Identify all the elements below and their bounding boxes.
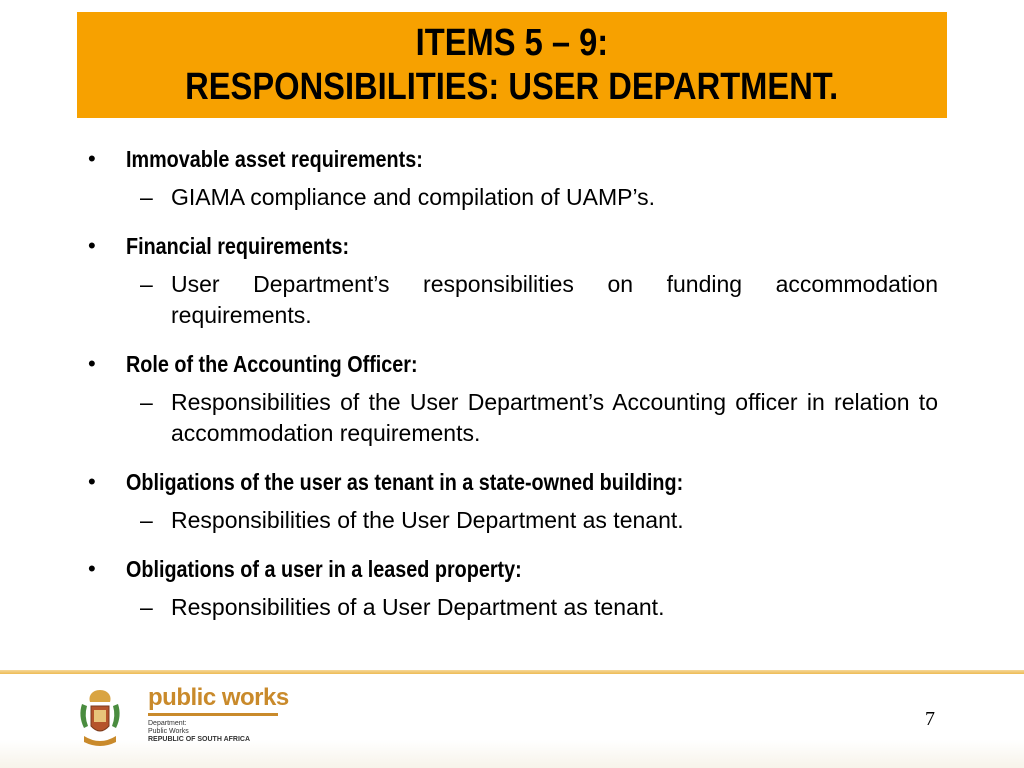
sub-item [88,505,938,536]
page-number: 7 [925,708,935,730]
sub-item-text: GIAMA compliance and compilation of UAMP’s. [171,184,656,210]
logo-line-public-works: Public Works [148,728,189,735]
logo-line-republic: REPUBLIC OF SOUTH AFRICA [148,736,251,743]
dash-icon: – [140,389,153,415]
bullet-heading: Immovable asset requirements: [126,146,423,172]
bullet-icon: • [88,556,96,581]
sub-item-text: Responsibilities of a User Department as tenant. [171,594,665,620]
slide-content [88,136,938,633]
bullet-heading: Obligations of a user in a leased property: [126,556,522,582]
dash-icon: – [140,507,153,533]
sub-item [88,592,938,623]
public-works-logo [148,686,289,744]
bullet-item [88,459,938,505]
slide-title-line-2: RESPONSIBILITIES: USER DEPARTMENT. [185,66,839,108]
sub-item-text: Responsibilities of the User Department as tenant. [171,507,684,533]
sub-item [88,182,938,213]
sub-item [88,269,938,331]
bullet-icon: • [88,233,96,258]
bullet-heading: Financial requirements: [126,233,350,259]
title-bar [77,12,947,118]
coat-of-arms-icon [74,686,126,752]
logo-underline [148,713,278,716]
logo-name: public works [148,684,289,711]
sub-item-text: User Department’s responsibilities on funding accommodation requirements. [171,271,938,328]
dash-icon: – [140,184,153,210]
bullet-icon: • [88,146,96,171]
dash-icon: – [140,594,153,620]
bullet-item [88,223,938,269]
bullet-heading: Role of the Accounting Officer: [126,351,418,377]
bullet-icon: • [88,469,96,494]
slide-title-line-1: ITEMS 5 – 9: [415,22,609,64]
dash-icon: – [140,271,153,297]
sub-item-text: Responsibilities of the User Department’s Accounting officer in relation to accommodation requirements. [171,389,938,446]
sub-item [88,387,938,449]
logo-line-department: Department: [148,720,187,727]
bullet-heading: Obligations of the user as tenant in a state-owned building: [126,469,684,495]
bullet-icon: • [88,351,96,376]
bullet-item [88,546,938,592]
bullet-item [88,341,938,387]
bullet-item [88,136,938,182]
